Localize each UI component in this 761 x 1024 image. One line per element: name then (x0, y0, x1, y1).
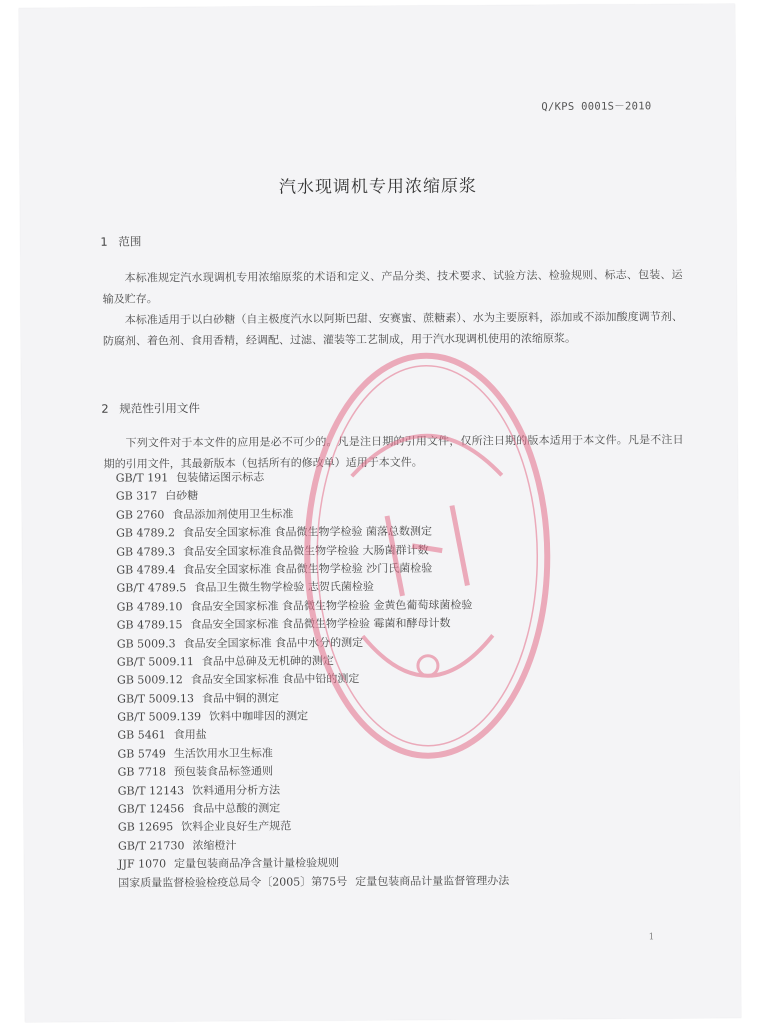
reference-name: 定量包装商品计量监督管理办法 (355, 873, 510, 888)
company-seal-stamp (291, 335, 564, 777)
reference-code: GB 4789.4 (116, 563, 176, 577)
document-page (19, 4, 741, 1022)
reference-code: GB 5749 (117, 747, 166, 761)
reference-name: 食品安全国家标准 食品中铅的测定 (190, 672, 360, 687)
scope-paragraph-1: 本标准规定汽水现调机专用浓缩原浆的术语和定义、产品分类、技术要求、试验方法、检验规则、标志、包装、运输及贮存。 (102, 268, 683, 306)
section-title: 规范性引用文件 (119, 401, 200, 416)
reference-item (118, 835, 509, 856)
section-heading-references (101, 400, 200, 417)
reference-name: 食品安全国家标准 食品微生物学检验 金黄色葡萄球菌检验 (190, 598, 473, 613)
reference-code: JJF 1070 (118, 857, 167, 871)
reference-code: 国家质量监督检验检疫总局令〔2005〕第75号 (118, 874, 348, 890)
reference-name: 浓缩橙汁 (192, 838, 237, 852)
reference-name: 包装储运图示标志 (176, 470, 265, 485)
section-heading-scope (100, 233, 141, 249)
reference-name: 食品安全国家标准 食品微生物学检验 沙门氏菌检验 (183, 561, 433, 577)
reference-code: GB 317 (115, 489, 158, 504)
references-intro: 下列文件对于本文件的应用是必不可少的。凡是注日期的引用文件，仅所注日期的版本适用于本文件。凡是不注日期的引用文件，其最新版本（包括所有的修改单）适用于本文件。 (103, 433, 684, 471)
scope-paragraph-2: 本标准适用于以白砂糖（自主极度汽水以阿斯巴甜、安赛蜜、蔗糖素）、水为主要原料，添加或不添加酸度调节剂、防腐剂、着色剂、食用香精，经调配、过滤、灌装等工艺制成，用于汽水现调机使用的浓缩原浆。 (102, 310, 683, 348)
reference-code: GB 12695 (117, 820, 174, 835)
reference-name: 食品添加剂使用卫生标准 (172, 507, 294, 522)
reference-code: GB/T 5009.11 (116, 655, 194, 669)
reference-name: 食品安全国家标准 食品微生物学检验 菌落总数测定 (182, 524, 433, 540)
reference-code: GB 5009.12 (116, 673, 183, 687)
reference-name: 食品安全国家标准 食品微生物学检验 霉菌和酵母计数 (190, 616, 451, 632)
reference-code: GB/T 5009.139 (117, 710, 202, 724)
section-number: 2 (101, 401, 109, 416)
reference-code: GB 4789.15 (116, 618, 183, 632)
reference-code: GB 4789.2 (116, 526, 176, 540)
reference-item (118, 798, 509, 819)
reference-name: 食品安全国家标准食品微生物学检验 大肠菌群计数 (183, 543, 429, 558)
reference-code: GB 5009.3 (116, 636, 176, 651)
reference-item (118, 780, 509, 801)
reference-name: 食品卫生微生物学检验 志贺氏菌检验 (194, 580, 374, 595)
reference-code: GB/T 12456 (117, 802, 185, 816)
reference-name: 食用盐 (173, 728, 207, 742)
reference-code: GB 4789.3 (116, 544, 176, 559)
reference-code: GB/T 191 (115, 471, 169, 485)
reference-name: 生活饮用水卫生标准 (173, 746, 273, 761)
reference-code: GB/T 5009.13 (117, 691, 195, 706)
reference-name: 饮料企业良好生产规范 (181, 819, 292, 834)
reference-name: 食品中总酸的测定 (192, 801, 281, 816)
reference-item (118, 872, 509, 893)
reference-code: GB 2760 (115, 508, 165, 522)
reference-code: GB/T 21730 (117, 839, 185, 853)
reference-name: 食品中总砷及无机砷的测定 (201, 654, 334, 668)
reference-item (118, 853, 509, 874)
reference-name: 饮料通用分析方法 (192, 783, 281, 797)
section-number: 1 (100, 234, 108, 249)
section-title: 范围 (118, 234, 142, 249)
reference-code: GB/T 4789.5 (116, 581, 187, 595)
page-number: 1 (648, 932, 655, 943)
reference-name: 白砂糖 (165, 489, 199, 503)
reference-code: GB/T 12143 (117, 783, 185, 798)
reference-code: GB 7718 (117, 765, 166, 779)
document-id: Q/KPS 0001S－2010 (541, 100, 652, 114)
reference-code: GB 4789.10 (116, 599, 183, 614)
reference-item (118, 817, 509, 838)
reference-name: 食品中铜的测定 (201, 691, 280, 705)
reference-code: GB 5461 (117, 728, 166, 743)
document-title: 汽水现调机专用浓缩原浆 (278, 176, 478, 198)
reference-name: 食品安全国家标准 食品中水分的测定 (183, 635, 364, 650)
reference-name: 定量包装商品净含量计量检验规则 (174, 856, 340, 871)
reference-name: 预包装食品标签通则 (173, 764, 273, 779)
reference-name: 饮料中咖啡因的测定 (209, 709, 309, 724)
